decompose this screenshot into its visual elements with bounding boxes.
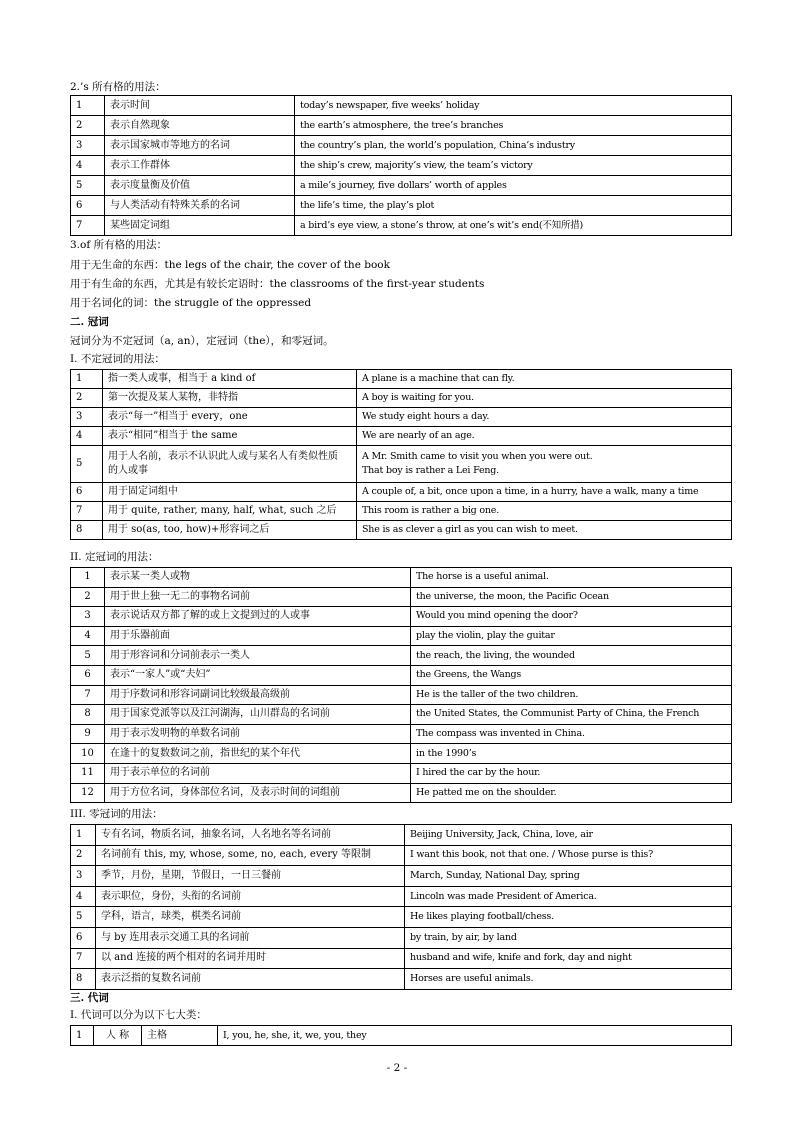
row-number: 4 bbox=[71, 156, 105, 176]
example-cell: I hired the car by the hour. bbox=[411, 763, 732, 783]
example-cell: the life’s time, the play’s plot bbox=[295, 196, 732, 216]
page-number: - 2 - bbox=[386, 1062, 408, 1074]
row-number: 11 bbox=[71, 763, 105, 783]
table-row bbox=[71, 626, 732, 646]
example-cell: A plane is a machine that can fly. bbox=[357, 370, 732, 389]
usage-cell: 表示说话双方都了解的或上文提到过的人或事 bbox=[105, 607, 411, 627]
row-number: 4 bbox=[71, 886, 96, 907]
indefinite-article-heading: I. 不定冠词的用法： bbox=[70, 353, 165, 365]
usage-cell: 指一类人或事，相当于 a kind of bbox=[103, 370, 357, 389]
row-number: 12 bbox=[71, 783, 105, 803]
row-number: 4 bbox=[71, 626, 105, 646]
example-cell: Horses are useful animals. bbox=[405, 969, 732, 990]
usage-cell: 表示“每一”相当于 every，one bbox=[103, 408, 357, 427]
row-number: 1 bbox=[71, 1026, 94, 1046]
example-cell: the ship’s crew, majority’s view, the team’s victory bbox=[295, 156, 732, 176]
row-number: 7 bbox=[71, 502, 103, 521]
usage-line: 的人或事 bbox=[108, 465, 148, 476]
table-row bbox=[71, 483, 732, 502]
row-number: 7 bbox=[71, 948, 96, 969]
example-cell: The horse is a useful animal. bbox=[411, 568, 732, 588]
example-cell: the United States, the Communist Party of China, the French bbox=[411, 705, 732, 725]
row-number: 2 bbox=[71, 845, 96, 866]
table-row bbox=[71, 845, 732, 866]
usage-cell: 用于表示发明物的单数名词前 bbox=[105, 724, 411, 744]
example-cell: A couple of, a bit, once upon a time, in a hurry, have a walk, many a time bbox=[357, 483, 732, 502]
usage-cell: 某些固定词组 bbox=[105, 216, 295, 236]
example-cell: the country’s plan, the world’s population, China’s industry bbox=[295, 136, 732, 156]
table-row bbox=[71, 156, 732, 176]
row-number: 3 bbox=[71, 408, 103, 427]
usage-cell bbox=[103, 446, 357, 483]
example-cell: a mile’s journey, five dollars’ worth of apples bbox=[295, 176, 732, 196]
example-cell: March, Sunday, National Day, spring bbox=[405, 866, 732, 887]
table-row bbox=[71, 196, 732, 216]
table-row bbox=[71, 744, 732, 764]
usage-cell: 用于固定词组中 bbox=[103, 483, 357, 502]
table-row bbox=[71, 886, 732, 907]
row-number: 3 bbox=[71, 136, 105, 156]
row-number: 2 bbox=[71, 389, 103, 408]
row-number: 5 bbox=[71, 176, 105, 196]
table-row bbox=[71, 866, 732, 887]
usage-cell: 表示职位，身份，头衔的名词前 bbox=[96, 886, 405, 907]
example-cell: Beijing University, Jack, China, love, air bbox=[405, 825, 732, 846]
row-number: 8 bbox=[71, 705, 105, 725]
table-row bbox=[71, 705, 732, 725]
zero-article-table bbox=[70, 824, 732, 990]
row-number: 1 bbox=[71, 568, 105, 588]
table-row bbox=[71, 1026, 732, 1046]
usage-cell: 用于 so(as, too, how)+形容词之后 bbox=[103, 521, 357, 540]
usage-cell: 与人类活动有特殊关系的名词 bbox=[105, 196, 295, 216]
table-row bbox=[71, 116, 732, 136]
usage-cell: 用于表示单位的名词前 bbox=[105, 763, 411, 783]
row-number: 1 bbox=[71, 825, 96, 846]
usage-cell: 学科，语言，球类，棋类名词前 bbox=[96, 907, 405, 928]
pronoun-table bbox=[70, 1025, 732, 1046]
usage-cell: 表示度量衡及价值 bbox=[105, 176, 295, 196]
of-usage-line: 用于名词化的词：the struggle of the oppressed bbox=[70, 297, 312, 309]
table-row bbox=[71, 521, 732, 540]
table-row bbox=[71, 176, 732, 196]
table-row bbox=[71, 389, 732, 408]
example-cell: the reach, the living, the wounded bbox=[411, 646, 732, 666]
example-cell: by train, by air, by land bbox=[405, 927, 732, 948]
table-row bbox=[71, 136, 732, 156]
row-number: 3 bbox=[71, 607, 105, 627]
usage-cell: 表示时间 bbox=[105, 96, 295, 116]
table-row bbox=[71, 685, 732, 705]
possessive-s-heading: 2.’s 所有格的用法： bbox=[70, 81, 166, 93]
table-row bbox=[71, 446, 732, 483]
example-cell: A boy is waiting for you. bbox=[357, 389, 732, 408]
example-cell: Would you mind opening the door? bbox=[411, 607, 732, 627]
usage-cell: 用于 quite, rather, many, half, what, such 之后 bbox=[103, 502, 357, 521]
table-row bbox=[71, 568, 732, 588]
table-row bbox=[71, 216, 732, 236]
row-number: 6 bbox=[71, 665, 105, 685]
usage-cell: 表示泛指的复数名词前 bbox=[96, 969, 405, 990]
table-row bbox=[71, 969, 732, 990]
article-intro: 冠词分为不定冠词（a, an），定冠词（the），和零冠词。 bbox=[70, 335, 334, 347]
usage-cell: 用于方位名词，身体部位名词，及表示时间的词组前 bbox=[105, 783, 411, 803]
row-number: 2 bbox=[71, 116, 105, 136]
example-cell: The compass was invented in China. bbox=[411, 724, 732, 744]
definite-article-heading: II. 定冠词的用法： bbox=[70, 551, 159, 563]
usage-cell: 以 and 连接的两个相对的名词并用时 bbox=[96, 948, 405, 969]
pronoun-category: 人 称 bbox=[94, 1026, 142, 1046]
row-number: 1 bbox=[71, 96, 105, 116]
table-row bbox=[71, 724, 732, 744]
table-row bbox=[71, 587, 732, 607]
table-row bbox=[71, 646, 732, 666]
row-number: 1 bbox=[71, 370, 103, 389]
table-row bbox=[71, 927, 732, 948]
example-cell: the Greens, the Wangs bbox=[411, 665, 732, 685]
row-number: 5 bbox=[71, 907, 96, 928]
usage-cell: 表示国家城市等地方的名词 bbox=[105, 136, 295, 156]
usage-cell: 用于世上独一无二的事物名词前 bbox=[105, 587, 411, 607]
usage-cell: 用于形容词和分词前表示一类人 bbox=[105, 646, 411, 666]
usage-cell: 表示某一类人或物 bbox=[105, 568, 411, 588]
example-cell: We study eight hours a day. bbox=[357, 408, 732, 427]
definite-article-table bbox=[70, 567, 732, 803]
row-number: 3 bbox=[71, 866, 96, 887]
indefinite-article-table bbox=[70, 369, 732, 540]
row-number: 8 bbox=[71, 521, 103, 540]
usage-cell: 名词前有 this, my, whose, some, no, each, every 等限制 bbox=[96, 845, 405, 866]
table-row bbox=[71, 907, 732, 928]
example-cell: in the 1990’s bbox=[411, 744, 732, 764]
table-row bbox=[71, 607, 732, 627]
pronoun-section-title: 三. 代词 bbox=[70, 992, 109, 1004]
example-cell: This room is rather a big one. bbox=[357, 502, 732, 521]
usage-cell: 季节，月份，星期，节假日，一日三餐前 bbox=[96, 866, 405, 887]
usage-line: 用于人名前，表示不认识此人或与某名人有类似性质 bbox=[108, 451, 338, 462]
possessive-s-table bbox=[70, 95, 732, 236]
row-number: 6 bbox=[71, 927, 96, 948]
row-number: 5 bbox=[71, 646, 105, 666]
example-cell: We are nearly of an age. bbox=[357, 427, 732, 446]
pronoun-categories-heading: I. 代词可以分为以下七大类： bbox=[70, 1009, 207, 1021]
usage-cell: 专有名词，物质名词，抽象名词，人名地名等名词前 bbox=[96, 825, 405, 846]
row-number: 6 bbox=[71, 483, 103, 502]
usage-cell: 在逢十的复数数词之前，指世纪的某个年代 bbox=[105, 744, 411, 764]
usage-cell: 用于国家党派等以及江河湖海，山川群岛的名词前 bbox=[105, 705, 411, 725]
example-cell: Lincoln was made President of America. bbox=[405, 886, 732, 907]
example-line: That boy is rather a Lei Feng. bbox=[362, 465, 499, 476]
example-cell: husband and wife, knife and fork, day and night bbox=[405, 948, 732, 969]
example-cell: He is the taller of the two children. bbox=[411, 685, 732, 705]
example-cell: She is as clever a girl as you can wish to meet. bbox=[357, 521, 732, 540]
usage-cell: 与 by 连用表示交通工具的名词前 bbox=[96, 927, 405, 948]
table-row bbox=[71, 96, 732, 116]
usage-cell: 表示自然现象 bbox=[105, 116, 295, 136]
example-cell: the earth’s atmosphere, the tree’s branches bbox=[295, 116, 732, 136]
table-row bbox=[71, 427, 732, 446]
example-cell: play the violin, play the guitar bbox=[411, 626, 732, 646]
of-usage-line: 用于有生命的东西，尤其是有较长定语时：the classrooms of the first-year students bbox=[70, 278, 485, 290]
row-number: 9 bbox=[71, 724, 105, 744]
usage-cell: 第一次提及某人某物，非特指 bbox=[103, 389, 357, 408]
usage-cell: 用于乐器前面 bbox=[105, 626, 411, 646]
of-usage-line: 用于无生命的东西：the legs of the chair, the cover of the book bbox=[70, 259, 390, 271]
example-cell: He likes playing football/chess. bbox=[405, 907, 732, 928]
of-possessive-heading: 3.of 所有格的用法： bbox=[70, 239, 168, 251]
table-row bbox=[71, 665, 732, 685]
table-row bbox=[71, 408, 732, 427]
row-number: 6 bbox=[71, 196, 105, 216]
usage-cell: 表示工作群体 bbox=[105, 156, 295, 176]
pronoun-case: 主格 bbox=[142, 1026, 218, 1046]
example-cell: a bird’s eye view, a stone’s throw, at one’s wit’s end(不知所措) bbox=[295, 216, 732, 236]
example-cell: today’s newspaper, five weeks’ holiday bbox=[295, 96, 732, 116]
usage-cell: 表示“相同”相当于 the same bbox=[103, 427, 357, 446]
example-line: A Mr. Smith came to visit you when you were out. bbox=[362, 451, 593, 462]
article-section-title: 二. 冠词 bbox=[70, 316, 109, 328]
row-number: 4 bbox=[71, 427, 103, 446]
example-cell bbox=[357, 446, 732, 483]
table-row bbox=[71, 783, 732, 803]
example-cell: I want this book, not that one. / Whose purse is this? bbox=[405, 845, 732, 866]
usage-cell: 表示“一家人”或“夫妇” bbox=[105, 665, 411, 685]
table-row bbox=[71, 502, 732, 521]
row-number: 8 bbox=[71, 969, 96, 990]
table-row bbox=[71, 370, 732, 389]
row-number: 5 bbox=[71, 446, 103, 483]
table-row bbox=[71, 763, 732, 783]
table-row bbox=[71, 825, 732, 846]
row-number: 7 bbox=[71, 685, 105, 705]
table-row bbox=[71, 948, 732, 969]
row-number: 2 bbox=[71, 587, 105, 607]
zero-article-heading: III. 零冠词的用法： bbox=[70, 808, 163, 820]
example-cell: the universe, the moon, the Pacific Ocean bbox=[411, 587, 732, 607]
example-cell: He patted me on the shoulder. bbox=[411, 783, 732, 803]
row-number: 10 bbox=[71, 744, 105, 764]
pronoun-examples: I, you, he, she, it, we, you, they bbox=[218, 1026, 732, 1046]
usage-cell: 用于序数词和形容词副词比较级最高级前 bbox=[105, 685, 411, 705]
row-number: 7 bbox=[71, 216, 105, 236]
